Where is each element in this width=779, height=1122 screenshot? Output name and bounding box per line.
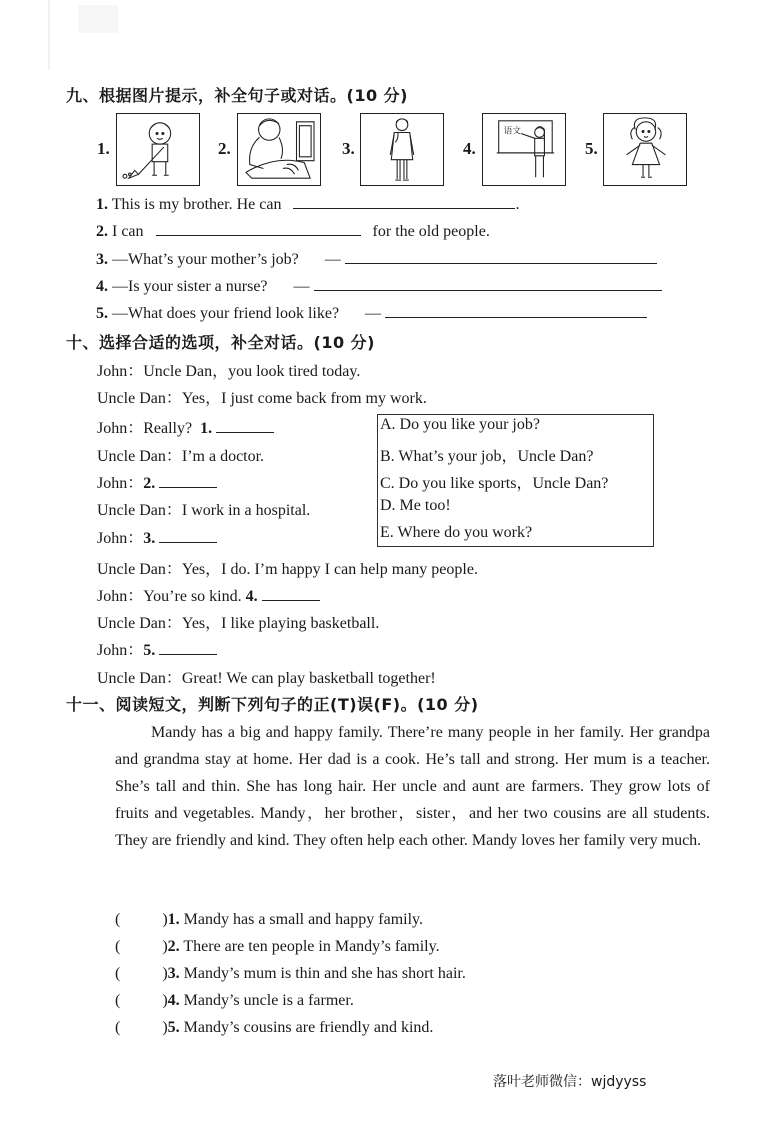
section10-heading: 十、选择合适的选项，补全对话。(10 分) (66, 333, 375, 352)
girl-picture (603, 113, 687, 186)
option-a: A. Do you like your job? (380, 416, 540, 433)
picture-number: 3. (342, 139, 355, 158)
scan-artifact (48, 0, 50, 70)
dialogue-line: John：Really? 1. (97, 415, 274, 438)
answer-blank[interactable] (385, 303, 647, 318)
options-box (377, 414, 654, 547)
passage-text: Mandy has a big and happy family. There’re many people in her family. Her grandpa and grandma stay at home. Her dad is a cook. He’s tall and strong. Her mum is a teacher. She’s tall and thin. She has long hair. Her uncle and aunt are farmers. They grow lots of fruits and vegetables. Mandy，her brother，sister，and her two cousins are all students. They are friendly and kind. They often help each other. Mandy loves her family very much. (115, 724, 710, 849)
man-cleaning-picture (237, 113, 321, 186)
section9-item: 5. —What does your friend look like? — (96, 303, 647, 323)
scan-artifact (78, 5, 118, 33)
dialogue-line: John：Uncle Dan，you look tired today. (97, 363, 361, 380)
statement-row: ( )1. Mandy has a small and happy family. (115, 911, 424, 928)
statement-row: ( )3. Mandy’s mum is thin and she has short hair. (115, 965, 466, 982)
answer-paren[interactable]: ( (115, 965, 121, 982)
reading-passage (115, 719, 710, 854)
dialogue-line: John：3. (97, 525, 217, 548)
statement-row: ( )5. Mandy’s cousins are friendly and kind. (115, 1019, 434, 1036)
answer-blank[interactable] (159, 473, 217, 488)
section9-item: 4. —Is your sister a nurse? — (96, 276, 662, 296)
dialogue-line: Uncle Dan：I work in a hospital. (97, 502, 311, 519)
option-d: D. Me too! (380, 497, 451, 514)
option-c: C. Do you like sports，Uncle Dan? (380, 475, 609, 492)
answer-paren[interactable]: ( (115, 1019, 121, 1036)
dialogue-line: John：2. (97, 470, 217, 493)
picture-number: 5. (585, 139, 598, 158)
answer-blank[interactable] (293, 194, 515, 209)
dialogue-line: Uncle Dan：Yes，I like playing basketball. (97, 615, 380, 632)
section9-heading: 九、根据图片提示，补全句子或对话。(10 分) (66, 86, 408, 105)
answer-paren[interactable]: ( (115, 911, 121, 928)
section9-item: 3. —What’s your mother’s job? — (96, 249, 657, 269)
dialogue-line: John：5. (97, 637, 217, 660)
watermark: 落叶老师微信：wjdyyss (493, 1074, 647, 1090)
dialogue-line: Uncle Dan：Yes，I just come back from my work. (97, 390, 427, 407)
statement-row: ( )2. There are ten people in Mandy’s family. (115, 938, 440, 955)
picture-number: 1. (97, 139, 110, 158)
dialogue-line: Uncle Dan：I’m a doctor. (97, 448, 265, 465)
picture-number: 4. (463, 139, 476, 158)
dialogue-line: Uncle Dan：Yes，I do. I’m happy I can help many people. (97, 561, 478, 578)
section11-heading: 十一、阅读短文，判断下列句子的正(T)误(F)。(10 分) (66, 695, 479, 714)
boy-sweeping-picture (116, 113, 200, 186)
answer-paren[interactable]: ( (115, 992, 121, 1009)
section9-item: 1. This is my brother. He can . (96, 196, 520, 213)
answer-blank[interactable] (314, 276, 662, 291)
statement-row: ( )4. Mandy’s uncle is a farmer. (115, 992, 354, 1009)
answer-blank[interactable] (156, 221, 361, 236)
teacher-at-blackboard-picture (482, 113, 566, 186)
dialogue-line: Uncle Dan：Great! We can play basketball together! (97, 670, 436, 687)
answer-blank[interactable] (159, 528, 217, 543)
blackboard-text: 语文 (503, 126, 522, 137)
answer-blank[interactable] (262, 586, 320, 601)
answer-blank[interactable] (216, 418, 274, 433)
option-b: B. What’s your job，Uncle Dan? (380, 448, 594, 465)
section9-item: 2. I can for the old people. (96, 223, 490, 240)
doctor-picture (360, 113, 444, 186)
picture-number: 2. (218, 139, 231, 158)
answer-blank[interactable] (345, 249, 657, 264)
answer-paren[interactable]: ( (115, 938, 121, 955)
dialogue-line: John：You’re so kind. 4. (97, 583, 320, 606)
answer-blank[interactable] (159, 640, 217, 655)
option-e: E. Where do you work? (380, 524, 533, 541)
